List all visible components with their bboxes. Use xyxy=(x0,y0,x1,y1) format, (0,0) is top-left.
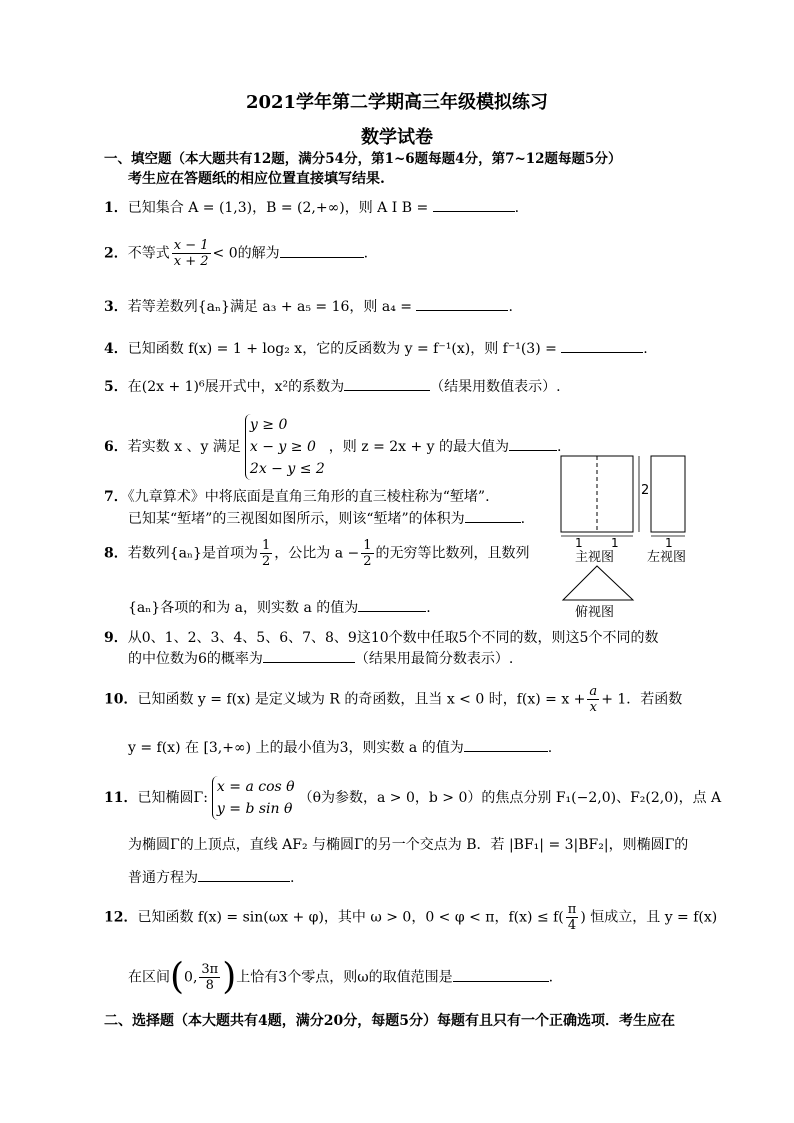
top-view-caption: 俯视图 xyxy=(575,605,615,620)
top-view-triangle xyxy=(563,566,633,600)
front-view-caption: 主视图 xyxy=(575,550,615,565)
question-2: 2．不等式 $\frac{x - 1}{x + 2}$ < 0的解为 . xyxy=(104,238,369,269)
question-3: 3．若等差数列{aₙ}满足 a₃ + a₅ = 16，则 a₄ = . xyxy=(104,299,513,315)
answer-blank-8[interactable] xyxy=(358,598,426,612)
ellipse-param-system: x = a cos θ y = b sin θ xyxy=(212,776,295,820)
question-1: 1．已知集合 A = (1,3)，B = (2,+∞)，则 A I B = . xyxy=(104,200,520,216)
answer-blank-7[interactable] xyxy=(465,509,521,523)
question-8: 8．若数列{aₙ}是首项为 $\frac{1}{2}$ ，公比为 a − $\frac{1}{2}$ 的无穷等比数列，且数列 xyxy=(104,538,530,569)
question-6: 6．若实数 x 、y 满足 y ≥ 0 x − y ≥ 0 2x − y ≤ 2 ，则 z = 2x + y 的最大值为 . xyxy=(104,414,562,480)
answer-blank-4[interactable] xyxy=(561,339,643,353)
answer-blank-1[interactable] xyxy=(433,198,515,212)
exam-title: 2021学年第二学期高三年级模拟练习 xyxy=(245,92,549,113)
question-7-line2: 已知某“堑堵”的三视图如图所示，则该“堑堵”的体积为 . xyxy=(128,511,526,527)
question-11: 11．已知椭圆Γ: x = a cos θ y = b sin θ （θ为参数，a > 0，b > 0）的焦点分别 F₁(−2,0)、F₂(2,0)，点 A xyxy=(104,776,721,820)
three-view-figure xyxy=(555,450,705,620)
height-label: 2 xyxy=(641,483,650,498)
answer-blank-6[interactable] xyxy=(509,437,557,451)
side-view-rect xyxy=(651,456,685,532)
question-12-line2: 在区间(0, $\frac{3\pi}{8}$ )上恰有3个零点，则ω的取值范围是 . xyxy=(128,956,554,998)
question-10: 10．已知函数 y = f(x) 是定义域为 R 的奇函数，且当 x < 0 时，f(x) = x + $\frac{a}{x}$ + 1．若函数 xyxy=(104,684,683,715)
width-label-1: 1 xyxy=(575,536,583,550)
section1-heading: 一、填空题（本大题共有12题，满分54分，第1~6题每题4分，第7~12题每题5分） xyxy=(104,151,622,167)
section1-instruction: 考生应在答题纸的相应位置直接填写结果. xyxy=(128,171,385,187)
answer-blank-2[interactable] xyxy=(280,244,364,258)
width-label-2: 1 xyxy=(611,536,619,550)
answer-blank-3[interactable] xyxy=(416,297,508,311)
width-label-3: 1 xyxy=(665,536,673,550)
question-10-line2: y = f(x) 在 [3,+∞) 上的最小值为3，则实数 a 的值为 . xyxy=(128,740,553,756)
question-5: 5．在(2x + 1)⁶展开式中，x²的系数为 （结果用数值表示）. xyxy=(104,379,561,395)
answer-blank-9[interactable] xyxy=(263,649,355,663)
question-4: 4．已知函数 f(x) = 1 + log₂ x，它的反函数为 y = f⁻¹(x)，则 f⁻¹(3) = . xyxy=(104,341,648,357)
question-11-line2: 为椭圆Γ的上顶点，直线 AF₂ 与椭圆Γ的另一个交点为 B．若 |BF₁| = 3|BF₂|，则椭圆Γ的 xyxy=(128,837,689,853)
constraint-system: y ≥ 0 x − y ≥ 0 2x − y ≤ 2 xyxy=(245,414,325,480)
question-12: 12．已知函数 f(x) = sin(ωx + φ)，其中 ω > 0，0 < φ < π，f(x) ≤ f( $\frac{\pi}{4}$ ) 恒成立，且 y = f(x) xyxy=(104,902,718,933)
question-7: 7．《九章算术》中将底面是直角三角形的直三棱柱称为“堑堵”. xyxy=(104,489,490,505)
answer-blank-11[interactable] xyxy=(198,868,290,882)
question-8-line2: {aₙ}各项的和为 a，则实数 a 的值为 . xyxy=(128,600,431,616)
question-11-line3: 普通方程为 . xyxy=(128,870,295,886)
answer-blank-10[interactable] xyxy=(464,738,548,752)
exam-subtitle: 数学试卷 xyxy=(361,127,433,148)
question-9: 9．从0、1、2、3、4、5、6、7、8、9这10个数中任取5个不同的数，则这5个不同的数 xyxy=(104,630,659,646)
question-9-line2: 的中位数为6的概率为 （结果用最简分数表示）. xyxy=(128,651,514,667)
answer-blank-12[interactable] xyxy=(453,968,549,982)
section2-heading: 二、选择题（本大题共有4题，满分20分，每题5分）每题有且只有一个正确选项．考生应在 xyxy=(104,1013,675,1029)
side-view-caption: 左视图 xyxy=(647,550,687,565)
answer-blank-5[interactable] xyxy=(344,377,430,391)
